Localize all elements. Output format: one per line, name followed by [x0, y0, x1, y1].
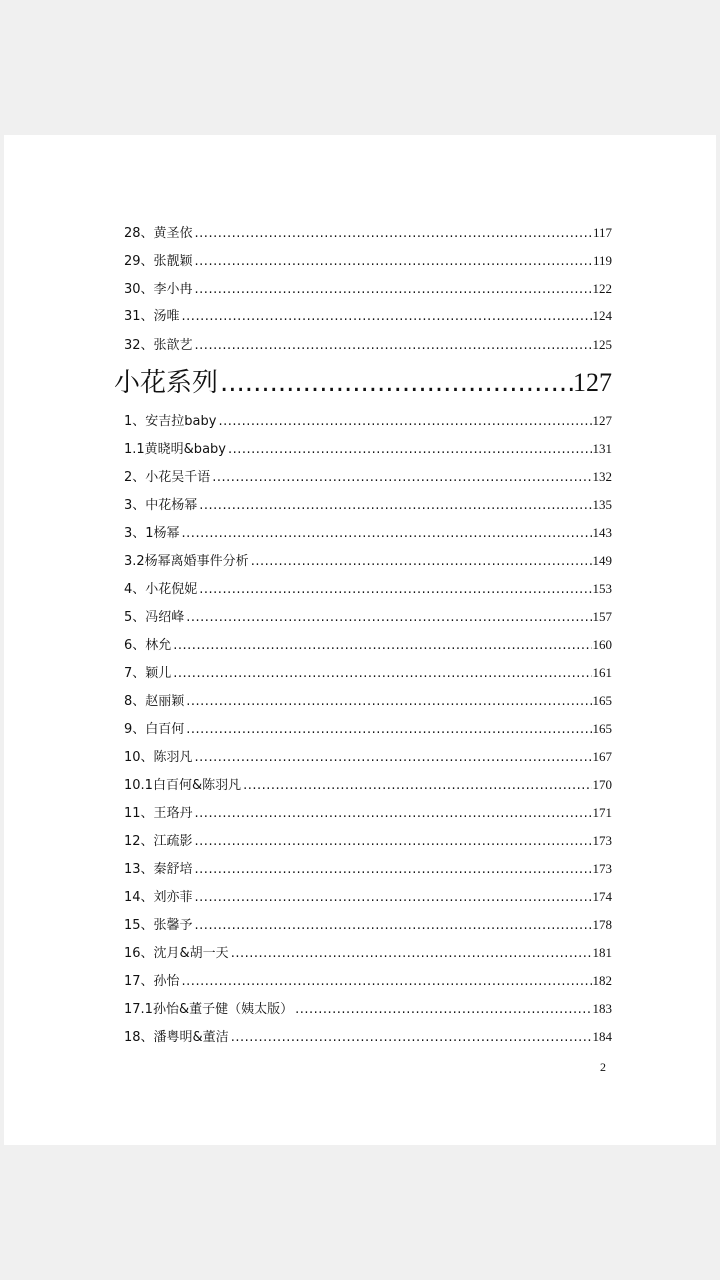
toc-entry[interactable] — [124, 441, 612, 458]
toc-entry-page: 135 — [592, 497, 612, 512]
toc-entry-page: 181 — [592, 945, 612, 960]
toc-entry-page: 178 — [592, 917, 612, 932]
toc-leader-dots — [186, 694, 591, 710]
toc-entry[interactable] — [124, 609, 612, 626]
toc-entry-label: 13、秦舒培 — [124, 862, 193, 877]
toc-leader-dots — [199, 498, 591, 514]
toc-entry[interactable] — [124, 225, 612, 242]
toc-entry[interactable] — [124, 308, 612, 325]
toc-leader-dots — [220, 367, 573, 399]
toc-entry[interactable] — [124, 253, 612, 270]
toc-entry-label: 10.1白百何&陈羽凡 — [124, 778, 242, 793]
section-page: 127 — [573, 368, 612, 397]
toc-leader-dots — [231, 946, 592, 962]
toc-entry-label: 31、汤唯 — [124, 309, 180, 324]
toc-entry[interactable] — [124, 281, 612, 298]
toc-entry[interactable] — [124, 497, 612, 514]
toc-leader-dots — [195, 918, 592, 934]
toc-entry-page: 127 — [592, 413, 612, 428]
toc-leader-dots — [182, 309, 592, 325]
toc-entry-label: 5、冯绍峰 — [124, 610, 185, 625]
toc-entry-label: 1.1黄晓明&baby — [124, 442, 226, 457]
toc-leader-dots — [173, 666, 591, 682]
toc-entry[interactable] — [124, 1001, 612, 1018]
toc-leader-dots — [173, 638, 591, 654]
toc-entry-label: 10、陈羽凡 — [124, 750, 193, 765]
toc-leader-dots — [195, 254, 592, 270]
toc-entry[interactable] — [124, 637, 612, 654]
toc-entry-label: 15、张馨予 — [124, 918, 193, 933]
toc-entry[interactable] — [124, 861, 612, 878]
document-page — [4, 135, 716, 1145]
toc-leader-dots — [195, 834, 592, 850]
toc-entry[interactable] — [124, 693, 612, 710]
toc-entry-page: 131 — [592, 441, 612, 456]
toc-entry-page: 183 — [592, 1001, 612, 1016]
toc-entry-label: 3、中花杨幂 — [124, 498, 198, 513]
toc-entry[interactable] — [124, 553, 612, 570]
toc-entry-label: 12、江疏影 — [124, 834, 193, 849]
toc-entry[interactable] — [124, 337, 612, 354]
toc-entry-page: 117 — [592, 225, 612, 240]
toc-entry-page: 161 — [592, 665, 612, 680]
toc-leader-dots — [195, 750, 592, 766]
toc-entry-label: 7、颖儿 — [124, 666, 172, 681]
section-title: 小花系列 — [114, 368, 219, 398]
toc-entry-page: 157 — [592, 609, 612, 624]
toc-entry-page: 122 — [592, 281, 612, 296]
toc-leader-dots — [195, 338, 592, 354]
toc-leader-dots — [195, 890, 592, 906]
toc-entry-page: 153 — [592, 581, 612, 596]
toc-entry-label: 16、沈月&胡一天 — [124, 946, 229, 961]
toc-leader-dots — [218, 414, 591, 430]
toc-entry-label: 2、小花吴千语 — [124, 470, 211, 485]
toc-entry[interactable] — [124, 833, 612, 850]
toc-entry-label: 3、1杨幂 — [124, 526, 180, 541]
toc-entry-page: 170 — [592, 777, 612, 792]
toc-entry-label: 11、王珞丹 — [124, 806, 193, 821]
toc-entry[interactable] — [124, 749, 612, 766]
toc-entry-page: 182 — [592, 973, 612, 988]
toc-leader-dots — [195, 226, 592, 242]
toc-leader-dots — [199, 582, 591, 598]
toc-leader-dots — [212, 470, 591, 486]
toc-entry-page: 119 — [592, 253, 612, 268]
toc-entry-page: 160 — [592, 637, 612, 652]
toc-entry-page: 124 — [592, 308, 612, 323]
toc-entry[interactable] — [124, 973, 612, 990]
toc-entry-page: 132 — [592, 469, 612, 484]
toc-entry-label: 29、张靓颖 — [124, 254, 193, 269]
toc-entry-label: 14、刘亦菲 — [124, 890, 193, 905]
toc-entry-page: 174 — [592, 889, 612, 904]
toc-entry[interactable] — [124, 721, 612, 738]
toc-section-heading[interactable] — [114, 367, 612, 399]
toc-entry[interactable] — [124, 945, 612, 962]
toc-entry[interactable] — [124, 469, 612, 486]
toc-entry-page: 173 — [592, 861, 612, 876]
toc-entry-label: 4、小花倪妮 — [124, 582, 198, 597]
toc-leader-dots — [182, 526, 592, 542]
page-number: 2 — [600, 1060, 606, 1074]
toc-entry-label: 17.1孙怡&董子健（姨太版） — [124, 1002, 294, 1017]
toc-entry[interactable] — [124, 917, 612, 934]
toc-entry[interactable] — [124, 581, 612, 598]
toc-entry-label: 30、李小冉 — [124, 282, 193, 297]
toc-entry-label: 6、林允 — [124, 638, 172, 653]
toc-entry-page: 173 — [592, 833, 612, 848]
toc-entry[interactable] — [124, 1029, 612, 1046]
toc-entry-page: 171 — [592, 805, 612, 820]
toc-entry-page: 125 — [592, 337, 612, 352]
toc-entry[interactable] — [124, 665, 612, 682]
toc-entry[interactable] — [124, 413, 612, 430]
toc-entry-label: 8、赵丽颖 — [124, 694, 185, 709]
toc-entry-label: 1、安吉拉baby — [124, 414, 217, 429]
toc-leader-dots — [186, 610, 591, 626]
toc-entry-page: 165 — [592, 693, 612, 708]
toc-entry[interactable] — [124, 777, 612, 794]
toc-entry-page: 143 — [592, 525, 612, 540]
toc-leader-dots — [228, 442, 592, 458]
toc-entry-page: 149 — [592, 553, 612, 568]
toc-leader-dots — [195, 806, 592, 822]
toc-leader-dots — [231, 1030, 592, 1046]
toc-entry-label: 28、黄圣依 — [124, 226, 193, 241]
toc-leader-dots — [243, 778, 591, 794]
toc-entry[interactable] — [124, 889, 612, 906]
toc-entry[interactable] — [124, 805, 612, 822]
toc-entry-page: 167 — [592, 749, 612, 764]
toc-leader-dots — [186, 722, 591, 738]
toc-entry-label: 32、张歆艺 — [124, 338, 193, 353]
toc-entry-label: 18、潘粤明&董洁 — [124, 1030, 229, 1045]
toc-leader-dots — [251, 554, 592, 570]
toc-leader-dots — [295, 1002, 591, 1018]
toc-entry-page: 165 — [592, 721, 612, 736]
toc-entry-page: 184 — [592, 1029, 612, 1044]
toc-leader-dots — [195, 282, 592, 298]
toc-entry-label: 3.2杨幂离婚事件分析 — [124, 554, 249, 569]
toc-entry-label: 17、孙怡 — [124, 974, 180, 989]
toc-entry[interactable] — [124, 525, 612, 542]
toc-leader-dots — [182, 974, 592, 990]
toc-leader-dots — [195, 862, 592, 878]
toc-entry-label: 9、白百何 — [124, 722, 185, 737]
